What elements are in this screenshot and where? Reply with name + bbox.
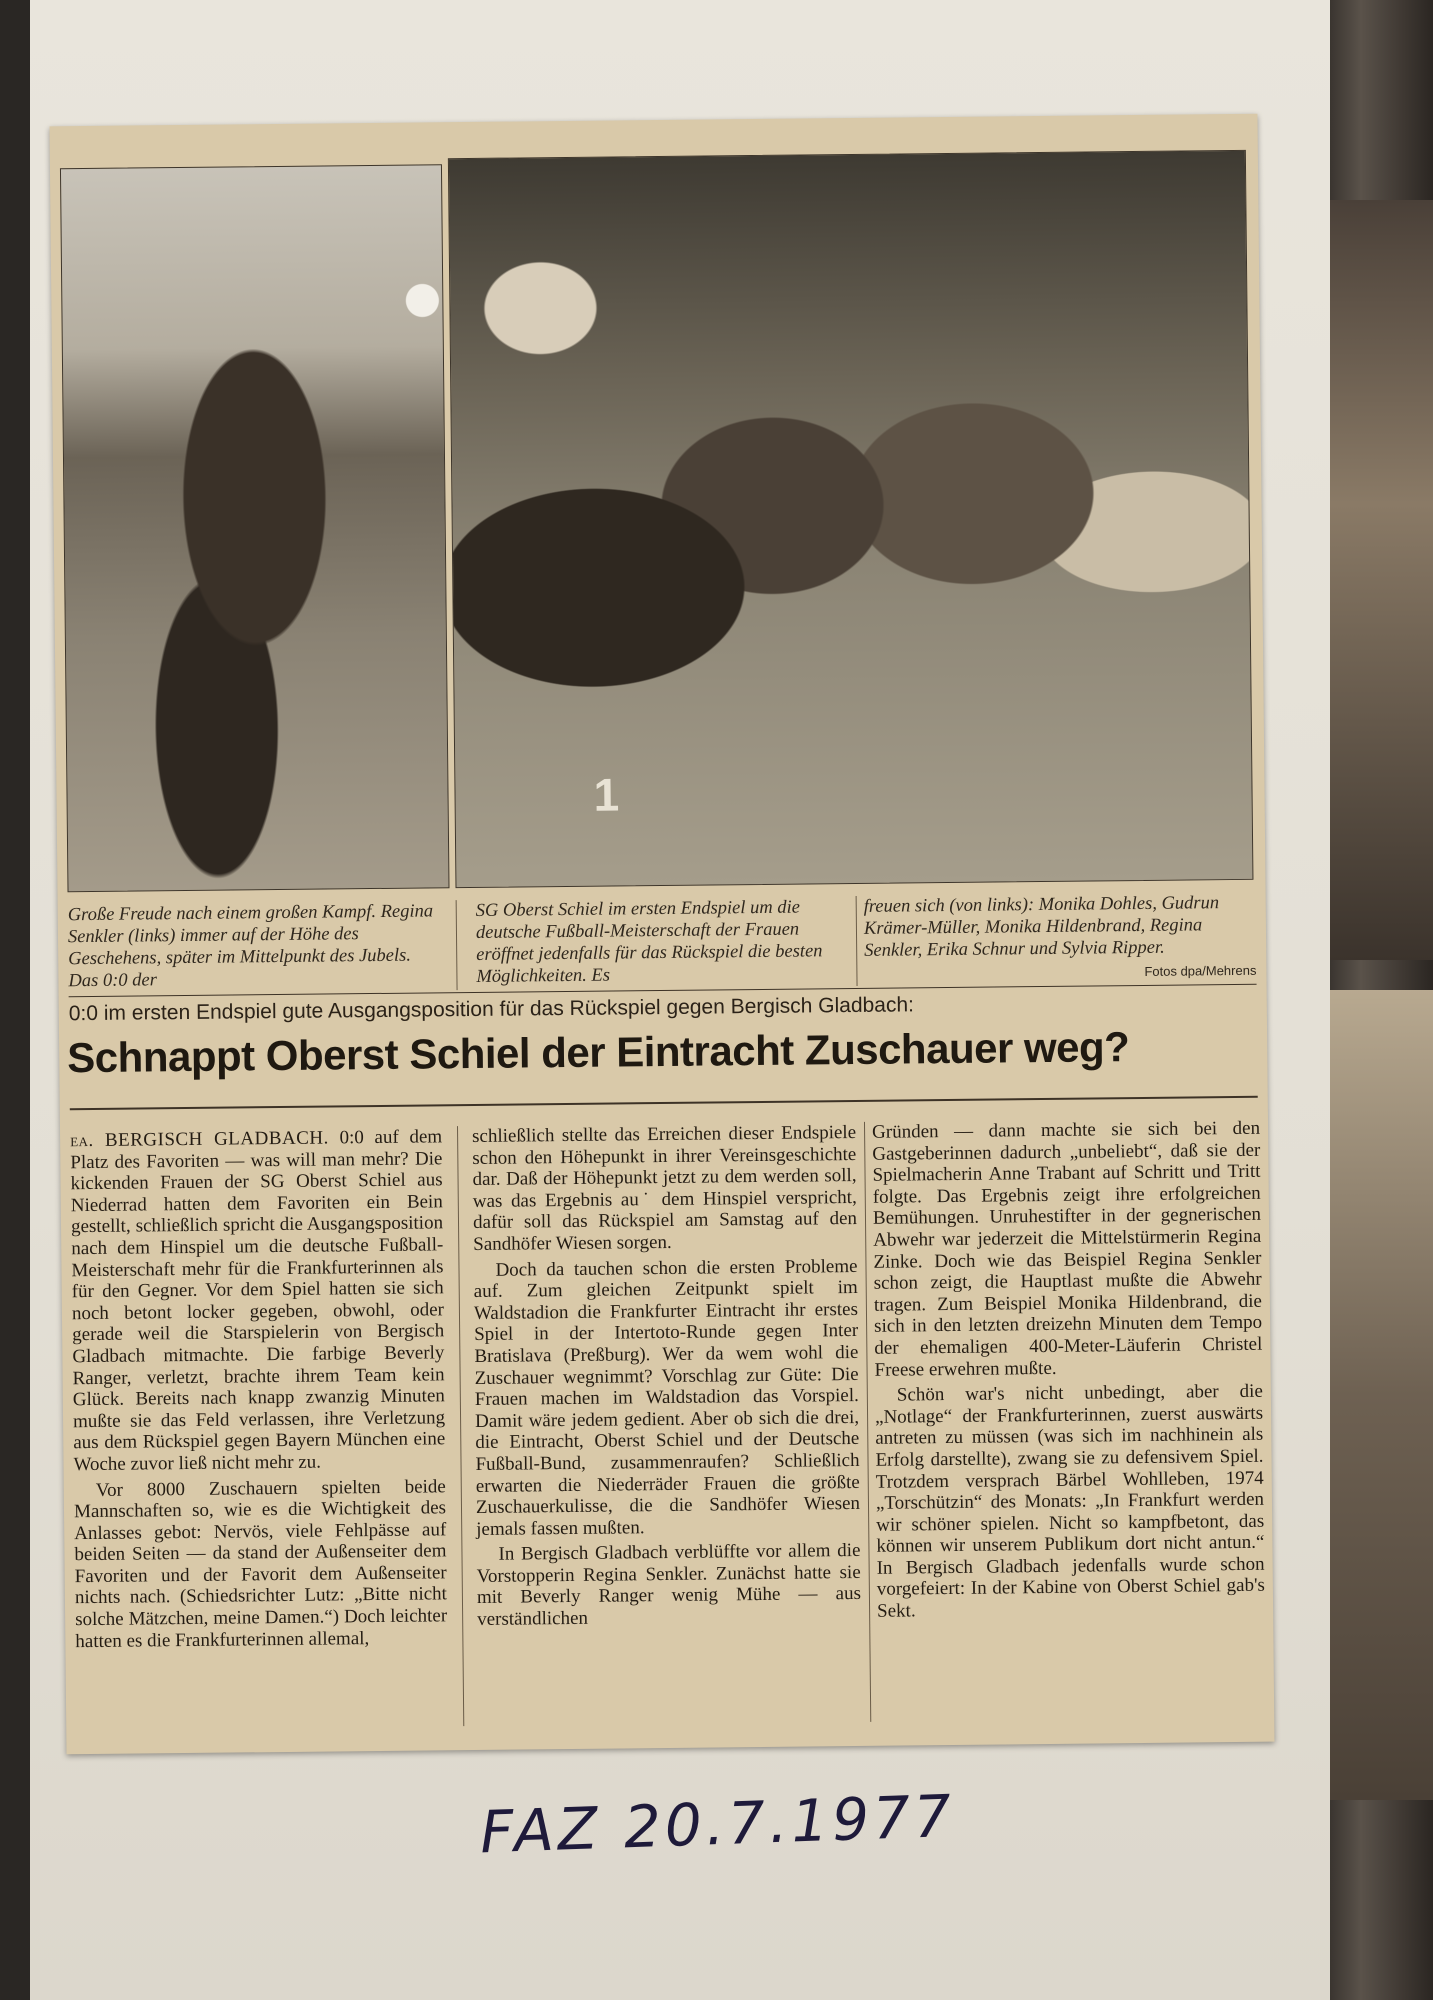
photo-caption-right — [864, 892, 1257, 986]
jersey-number: 1 — [593, 768, 620, 821]
photo-credit: Fotos dpa/Mehrens — [1144, 962, 1257, 979]
article-paragraph: Doch da tauchen schon die ersten Probleme auf. Zum gleichen Zeitpunkt spielt im Waldstadion die Frankfurter Eintracht ihr erstes Spiel in der Intertoto-Runde gegen Inter Bratislava (Preßburg). Wer da wem wohl die Zuschauer wegnimmt? Vorschlag zur Güte: Die Frauen machen im Waldstadion das Vorspiel. Damit wäre jedem gedient. Aber ob sich die drei, die Eintracht, Oberst Schiel und der Deutsche Fußball-Bund, zusammenraufen? Schließlich erwarten die Niederräder Frauen die größte Zuschauerkulisse, die die Sandhöfer Wiesen jemals fassen mußten. — [473, 1255, 861, 1540]
article-column-3 — [872, 1118, 1265, 1627]
article-column-1 — [70, 1126, 447, 1656]
photo-caption-left: Große Freude nach einem großen Kampf. Regina Senkler (links) immer auf der Höhe des Geschehens, später im Mittelpunkt des Jubels. Das 0:0 der — [67, 901, 434, 992]
article-paragraph — [70, 1126, 446, 1475]
article-paragraph: In Bergisch Gladbach verblüffte vor allem die Vorstopperin Regina Senkler. Zunächst hatte sie mit Beverly Ranger wenig Mühe — aus verständlichen — [476, 1540, 862, 1631]
handwritten-source-note: FAZ 20.7.1977 — [478, 1781, 957, 1867]
article-paragraph: Vor 8000 Zuschauern spielten beide Mannschaften so, wie es die Wichtigkeit des Anlasses gebot: Nervös, viele Fehlpässe auf beiden Seiten — da stand der Außenseiter dem Favoriten und der Favorit dem Außenseiter nichts nach. (Schiedsrichter Lutz: „Bitte nicht solche Mätzchen, meine Damen.“) Doch leichter hatten es die Frankfurterinnen allemal, — [73, 1475, 448, 1652]
article-paragraph-text: 0:0 auf dem Platz des Favoriten — was will man mehr? Die kickenden Frauen der SG Oberst Schiel aus Niederrad hatten dem Favoriten ein Bein gestellt, schließlich spricht die Ausgangsposition nach dem Hinspiel um die deutsche Fußball-Meisterschaft mehr für die Frankfurterinnen als für den Gegner. Vor dem Spiel hatten sie sich noch betont locker gegeben, obwohl, oder gerade weil die Starspielerin von Bergisch Gladbach mitmachte. Die farbige Beverly Ranger, verletzt, brachte ihrem Team kein Glück. Bereits nach knapp zwanzig Minuten mußte sie das Feld verlassen, ihre Verletzung aus dem Rückspiel gegen Bayern München eine Woche zuvor ließ nicht mehr zu. — [70, 1126, 446, 1476]
article-paragraph: Schön war's nicht unbedingt, aber die „Notlage“ der Frankfurterinnen, zuerst auswärts antreten zu müssen (was sich im nachhinein als Erfolg darstellte), zwang sie zu defensivem Spiel. Trotzdem versprach Bärbel Wohlleben, 1974 „Torschützin“ des Monats: „In Frankfurt werden wir schöner spielen. Nicht so kampfbetont, das können wir unserem Publikum dort nicht antun.“ In Bergisch Gladbach jedenfalls wurde schon vorgefeiert: In der Kabine von Oberst Schiel gab's Sekt. — [874, 1380, 1265, 1622]
photo-player-kicking — [60, 164, 450, 892]
headline-rule — [70, 1096, 1258, 1110]
body-divider-2 — [864, 1122, 871, 1722]
adjacent-photo-bottom — [1330, 990, 1433, 1800]
article-paragraph: schließlich stellte das Erreichen dieser Endspiele schon den Höhepunkt in ihrer Vereinsgeschichte dar. Daß der Höhepunkt jetzt zu dem werden soll, was das Ergebnis au˙ dem Hinspiel verspricht, dafür soll das Rückspiel am Samstag auf den Sandhöfer Wiesen sorgen. — [472, 1121, 858, 1255]
photo-caption-middle: SG Oberst Schiel im ersten Endspiel um die deutsche Fußball-Meisterschaft der Frauen eröffnet jedenfalls für das Rückspiel die besten Möglichkeiten. Es — [475, 897, 823, 987]
caption-divider-1 — [456, 900, 458, 990]
article-dateline: ea. BERGISCH GLADBACH. — [70, 1127, 329, 1152]
body-divider-1 — [457, 1126, 464, 1726]
newspaper-clipping — [50, 114, 1275, 1755]
article-kicker: 0:0 im ersten Endspiel gute Ausgangsposition für das Rückspiel gegen Bergisch Gladbach: — [68, 993, 915, 1026]
caption-right-text: freuen sich (von links): Monika Dohles, Gudrun Krämer-Müller, Monika Hildenbrand, Regina Senkler, Erika Schnur und Sylvia Ripper. — [863, 893, 1220, 961]
article-paragraph: Gründen — dann machte sie sich bei den Gastgeberinnen dadurch „unbeliebt“, daß sie der Spielmacherin Anne Trabant auf Schritt und Tritt folgte. Das Ergebnis zeigt ihre erfolgreichen Bemühungen. Unruhestifter in der gegnerischen Abwehr war jederzeit die Mittelstürmerin Regina Zinke. Doch wie das Beispiel Regina Senkler schon zeigt, die Hauptlast mußte die Abwehr tragen. Zum Beispiel Monika Hildenbrand, die sich in den letzten dreizehn Minuten dem Tempo der ehemaligen 400-Meter-Läuferin Christel Freese erwehren mußte. — [871, 1117, 1263, 1381]
adjacent-photo-top — [1330, 200, 1433, 960]
article-headline: Schnappt Oberst Schiel der Eintracht Zuschauer weg? — [67, 1023, 1130, 1082]
photo-team-celebrating — [448, 150, 1254, 888]
article-column-2 — [472, 1122, 861, 1635]
caption-divider-2 — [856, 896, 858, 986]
